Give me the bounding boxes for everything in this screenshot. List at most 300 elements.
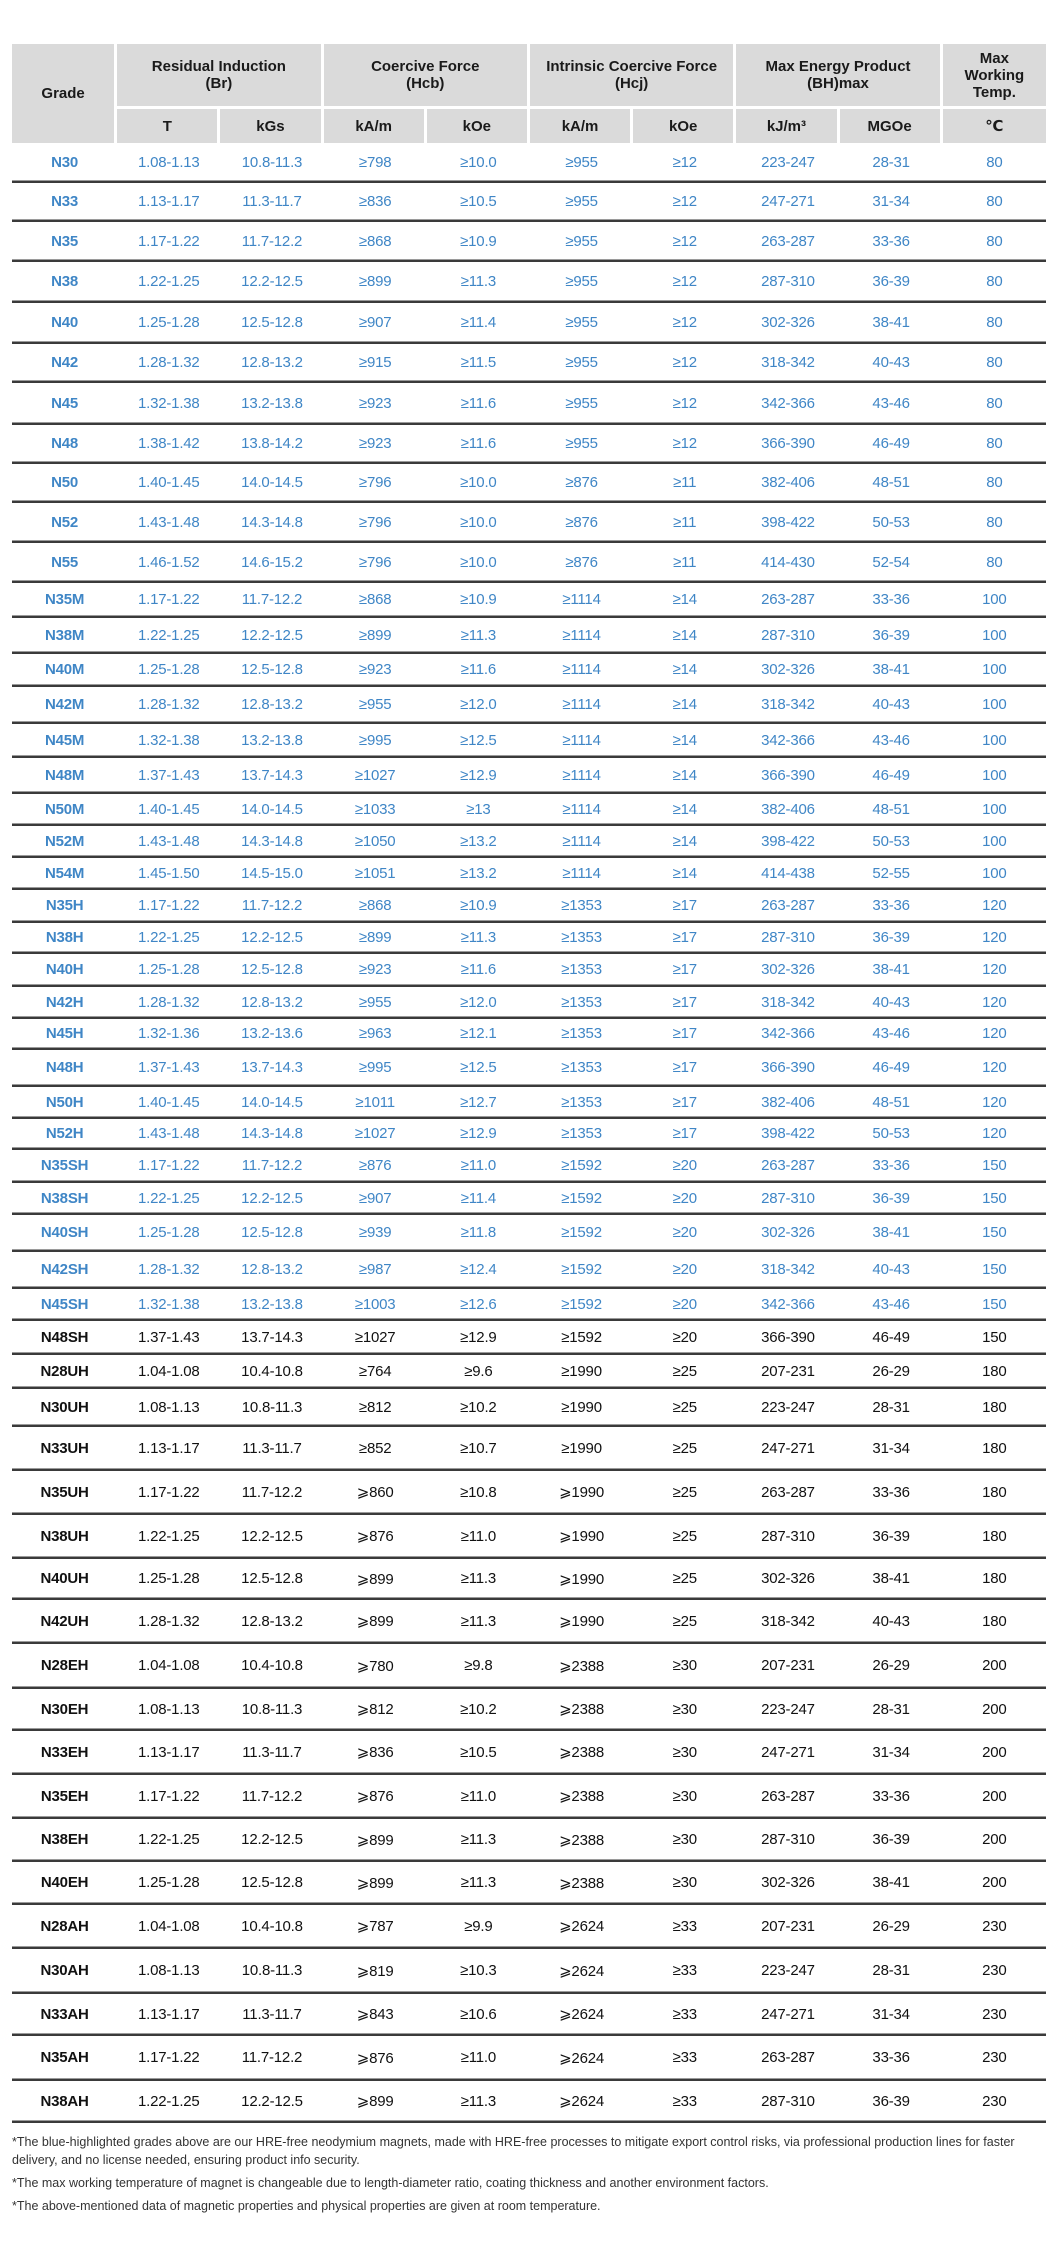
bh-mgoe-cell: 26-29 (840, 1905, 943, 1949)
temp-cell: 80 (943, 543, 1046, 583)
br-t-cell: 1.37-1.43 (117, 1321, 220, 1355)
hcb-kam-cell: ≥907 (324, 1183, 427, 1215)
bh-kjm3-cell: 223-247 (736, 1389, 839, 1427)
temp-cell: 100 (943, 826, 1046, 858)
br-kgs-cell: 11.7-12.2 (220, 1775, 323, 1819)
hcb-kam-cell: ≥836 (324, 183, 427, 222)
bh-kjm3-cell: 247-271 (736, 183, 839, 222)
table-row (12, 383, 1046, 425)
hcj-kam-cell: ⩾2624 (530, 1905, 633, 1949)
bh-mgoe-cell: 40-43 (840, 687, 943, 724)
br-t-cell: 1.08-1.13 (117, 1949, 220, 1994)
hcj-koe-cell: ≥30 (633, 1644, 736, 1689)
bh-mgoe-cell: 38-41 (840, 303, 943, 344)
table-header (12, 44, 1046, 143)
hcj-koe-cell: ≥17 (633, 954, 736, 987)
bh-mgoe-cell: 33-36 (840, 1775, 943, 1819)
table-row (12, 794, 1046, 826)
header-group-symbol: (Hcj) (614, 75, 649, 92)
bh-mgoe-cell: 50-53 (840, 503, 943, 543)
header-group-symbol: (BH)max (807, 75, 869, 92)
bh-kjm3-cell: 263-287 (736, 2036, 839, 2081)
hcj-koe-cell: ≥11 (633, 464, 736, 503)
hcb-kam-cell: ≥899 (324, 923, 427, 954)
bh-kjm3-cell: 287-310 (736, 618, 839, 654)
hcb-kam-cell: ≥963 (324, 1019, 427, 1050)
br-t-cell: 1.38-1.42 (117, 425, 220, 464)
table-row (12, 1819, 1046, 1862)
bh-mgoe-cell: 46-49 (840, 1321, 943, 1355)
br-t-cell: 1.13-1.17 (117, 1994, 220, 2036)
temp-cell: 180 (943, 1355, 1046, 1389)
br-t-cell: 1.13-1.17 (117, 1427, 220, 1471)
hcb-koe-cell: ≥10.0 (427, 464, 530, 503)
temp-cell: 80 (943, 222, 1046, 262)
table-row (12, 954, 1046, 987)
unit-temp-c: ℃ (943, 109, 1046, 143)
bh-mgoe-cell: 43-46 (840, 1289, 943, 1321)
br-kgs-cell: 12.8-13.2 (220, 1600, 323, 1644)
br-t-cell: 1.25-1.28 (117, 1215, 220, 1252)
hcb-koe-cell: ≥10.7 (427, 1427, 530, 1471)
hcb-kam-cell: ⩾899 (324, 2081, 427, 2123)
hcj-kam-cell: ≥1114 (530, 654, 633, 687)
bh-mgoe-cell: 38-41 (840, 1215, 943, 1252)
hcj-kam-cell: ⩾2624 (530, 1949, 633, 1994)
hcj-koe-cell: ≥17 (633, 1019, 736, 1050)
temp-cell: 120 (943, 923, 1046, 954)
bh-kjm3-cell: 398-422 (736, 826, 839, 858)
hcb-koe-cell: ≥13.2 (427, 826, 530, 858)
br-kgs-cell: 11.3-11.7 (220, 1731, 323, 1775)
table-row (12, 303, 1046, 344)
grade-cell: N33UH (12, 1427, 117, 1471)
bh-kjm3-cell: 287-310 (736, 923, 839, 954)
hcb-kam-cell: ≥899 (324, 618, 427, 654)
bh-kjm3-cell: 302-326 (736, 954, 839, 987)
br-t-cell: 1.08-1.13 (117, 1689, 220, 1731)
hcj-kam-cell: ≥1990 (530, 1427, 633, 1471)
hcb-kam-cell: ≥1033 (324, 794, 427, 826)
bh-kjm3-cell: 207-231 (736, 1905, 839, 1949)
hcj-kam-cell: ⩾2388 (530, 1819, 633, 1862)
hcj-kam-cell: ≥955 (530, 183, 633, 222)
bh-kjm3-cell: 302-326 (736, 303, 839, 344)
table-row (12, 1119, 1046, 1150)
grade-cell: N52 (12, 503, 117, 543)
bh-kjm3-cell: 366-390 (736, 425, 839, 464)
bh-mgoe-cell: 40-43 (840, 987, 943, 1019)
footnote-room-temp: *The above-mentioned data of magnetic properties and physical properties are given at room temperature. (12, 2199, 601, 2213)
bh-kjm3-cell: 366-390 (736, 1321, 839, 1355)
br-kgs-cell: 13.7-14.3 (220, 758, 323, 794)
hcj-kam-cell: ≥1592 (530, 1321, 633, 1355)
hcj-koe-cell: ≥20 (633, 1215, 736, 1252)
br-kgs-cell: 12.8-13.2 (220, 987, 323, 1019)
bh-mgoe-cell: 36-39 (840, 1819, 943, 1862)
br-kgs-cell: 13.2-13.8 (220, 1289, 323, 1321)
hcj-koe-cell: ≥20 (633, 1252, 736, 1289)
br-t-cell: 1.17-1.22 (117, 1150, 220, 1183)
br-t-cell: 1.43-1.48 (117, 1119, 220, 1150)
br-kgs-cell: 10.4-10.8 (220, 1905, 323, 1949)
hcj-koe-cell: ≥14 (633, 654, 736, 687)
hcb-kam-cell: ⩾899 (324, 1819, 427, 1862)
hcb-kam-cell: ≥995 (324, 1050, 427, 1087)
grade-cell: N33EH (12, 1731, 117, 1775)
br-t-cell: 1.17-1.22 (117, 890, 220, 923)
br-t-cell: 1.28-1.32 (117, 1600, 220, 1644)
br-t-cell: 1.22-1.25 (117, 923, 220, 954)
br-kgs-cell: 12.2-12.5 (220, 1183, 323, 1215)
hcb-kam-cell: ≥987 (324, 1252, 427, 1289)
temp-cell: 120 (943, 987, 1046, 1019)
table-row (12, 618, 1046, 654)
grade-cell: N45M (12, 724, 117, 758)
br-kgs-cell: 14.0-14.5 (220, 464, 323, 503)
header-group-title: Residual Induction (151, 58, 286, 75)
temp-cell: 80 (943, 464, 1046, 503)
grade-cell: N28UH (12, 1355, 117, 1389)
hcb-kam-cell: ≥852 (324, 1427, 427, 1471)
temp-cell: 180 (943, 1559, 1046, 1600)
temp-cell: 150 (943, 1289, 1046, 1321)
header-temp-line: Temp. (972, 83, 1016, 101)
hcj-kam-cell: ≥876 (530, 464, 633, 503)
hcb-kam-cell: ≥812 (324, 1389, 427, 1427)
hcb-koe-cell: ≥13 (427, 794, 530, 826)
hcb-koe-cell: ≥11.8 (427, 1215, 530, 1252)
br-t-cell: 1.25-1.28 (117, 1862, 220, 1905)
hcb-kam-cell: ⩾787 (324, 1905, 427, 1949)
br-kgs-cell: 13.2-13.6 (220, 1019, 323, 1050)
table-row (12, 464, 1046, 503)
hcj-koe-cell: ≥30 (633, 1731, 736, 1775)
unit-bh-kjm3: kJ/m³ (736, 109, 839, 143)
bh-mgoe-cell: 46-49 (840, 1050, 943, 1087)
hcb-kam-cell: ⩾876 (324, 2036, 427, 2081)
br-t-cell: 1.17-1.22 (117, 222, 220, 262)
hcb-koe-cell: ≥11.6 (427, 954, 530, 987)
bh-mgoe-cell: 38-41 (840, 1862, 943, 1905)
temp-cell: 100 (943, 858, 1046, 890)
bh-kjm3-cell: 287-310 (736, 1819, 839, 1862)
hcb-koe-cell: ≥11.3 (427, 2081, 530, 2123)
br-kgs-cell: 10.8-11.3 (220, 1689, 323, 1731)
hcj-koe-cell: ≥17 (633, 1087, 736, 1119)
table-row (12, 1731, 1046, 1775)
hcj-koe-cell: ≥12 (633, 344, 736, 383)
bh-kjm3-cell: 223-247 (736, 143, 839, 183)
bh-mgoe-cell: 46-49 (840, 758, 943, 794)
hcj-kam-cell: ≥1114 (530, 826, 633, 858)
br-t-cell: 1.04-1.08 (117, 1905, 220, 1949)
bh-kjm3-cell: 302-326 (736, 1862, 839, 1905)
header-grade: Grade (12, 44, 117, 143)
br-t-cell: 1.08-1.13 (117, 143, 220, 183)
br-t-cell: 1.13-1.17 (117, 183, 220, 222)
bh-kjm3-cell: 287-310 (736, 2081, 839, 2123)
br-kgs-cell: 12.2-12.5 (220, 2081, 323, 2123)
table-row (12, 1600, 1046, 1644)
bh-mgoe-cell: 50-53 (840, 1119, 943, 1150)
temp-cell: 200 (943, 1731, 1046, 1775)
temp-cell: 180 (943, 1389, 1046, 1427)
hcb-kam-cell: ≥1011 (324, 1087, 427, 1119)
hcb-kam-cell: ≥796 (324, 503, 427, 543)
br-t-cell: 1.28-1.32 (117, 344, 220, 383)
bh-mgoe-cell: 36-39 (840, 1515, 943, 1559)
br-t-cell: 1.22-1.25 (117, 1819, 220, 1862)
br-t-cell: 1.04-1.08 (117, 1355, 220, 1389)
hcb-koe-cell: ≥10.2 (427, 1689, 530, 1731)
hcj-koe-cell: ≥25 (633, 1600, 736, 1644)
hcj-koe-cell: ≥25 (633, 1389, 736, 1427)
br-t-cell: 1.28-1.32 (117, 687, 220, 724)
magnet-grade-table (12, 44, 1046, 2123)
hcj-koe-cell: ≥14 (633, 826, 736, 858)
hcj-kam-cell: ≥955 (530, 344, 633, 383)
hcj-koe-cell: ≥20 (633, 1321, 736, 1355)
hcb-koe-cell: ≥12.1 (427, 1019, 530, 1050)
hcb-koe-cell: ≥11.6 (427, 383, 530, 425)
hcb-koe-cell: ≥11.4 (427, 1183, 530, 1215)
hcb-koe-cell: ≥10.8 (427, 1471, 530, 1515)
bh-mgoe-cell: 52-54 (840, 543, 943, 583)
temp-cell: 180 (943, 1471, 1046, 1515)
br-kgs-cell: 11.3-11.7 (220, 183, 323, 222)
hcb-koe-cell: ≥10.6 (427, 1994, 530, 2036)
hcb-kam-cell: ≥995 (324, 724, 427, 758)
temp-cell: 120 (943, 890, 1046, 923)
hcb-koe-cell: ≥10.5 (427, 183, 530, 222)
br-kgs-cell: 13.2-13.8 (220, 724, 323, 758)
br-t-cell: 1.32-1.38 (117, 1289, 220, 1321)
br-t-cell: 1.43-1.48 (117, 503, 220, 543)
hcj-kam-cell: ≥1592 (530, 1215, 633, 1252)
hcj-koe-cell: ≥33 (633, 1905, 736, 1949)
hcb-kam-cell: ≥1051 (324, 858, 427, 890)
hcj-kam-cell: ≥955 (530, 425, 633, 464)
table-row (12, 1949, 1046, 1994)
bh-kjm3-cell: 342-366 (736, 1019, 839, 1050)
hcj-koe-cell: ≥12 (633, 383, 736, 425)
bh-mgoe-cell: 36-39 (840, 618, 943, 654)
bh-mgoe-cell: 31-34 (840, 1731, 943, 1775)
hcb-koe-cell: ≥10.9 (427, 222, 530, 262)
hcj-koe-cell: ≥30 (633, 1775, 736, 1819)
bh-mgoe-cell: 40-43 (840, 1252, 943, 1289)
br-kgs-cell: 12.2-12.5 (220, 262, 323, 303)
table-row (12, 1050, 1046, 1087)
hcb-kam-cell: ⩾780 (324, 1644, 427, 1689)
hcb-kam-cell: ≥939 (324, 1215, 427, 1252)
table-row (12, 262, 1046, 303)
table-row (12, 987, 1046, 1019)
hcb-koe-cell: ≥11.3 (427, 1819, 530, 1862)
br-t-cell: 1.17-1.22 (117, 583, 220, 618)
hcb-koe-cell: ≥9.6 (427, 1355, 530, 1389)
hcb-koe-cell: ≥11.0 (427, 1515, 530, 1559)
table-row (12, 724, 1046, 758)
bh-kjm3-cell: 318-342 (736, 1252, 839, 1289)
grade-cell: N42M (12, 687, 117, 724)
hcj-kam-cell: ⩾2388 (530, 1644, 633, 1689)
table-row (12, 890, 1046, 923)
grade-cell: N38M (12, 618, 117, 654)
bh-kjm3-cell: 318-342 (736, 987, 839, 1019)
header-group-symbol: (Br) (205, 75, 233, 92)
br-kgs-cell: 12.8-13.2 (220, 344, 323, 383)
bh-mgoe-cell: 33-36 (840, 1471, 943, 1515)
temp-cell: 200 (943, 1689, 1046, 1731)
bh-mgoe-cell: 48-51 (840, 464, 943, 503)
bh-kjm3-cell: 223-247 (736, 1689, 839, 1731)
hcj-koe-cell: ≥17 (633, 987, 736, 1019)
temp-cell: 200 (943, 1775, 1046, 1819)
temp-cell: 180 (943, 1427, 1046, 1471)
br-kgs-cell: 12.2-12.5 (220, 618, 323, 654)
table-row (12, 1389, 1046, 1427)
bh-kjm3-cell: 207-231 (736, 1355, 839, 1389)
table-row (12, 1515, 1046, 1559)
hcj-kam-cell: ⩾2624 (530, 1994, 633, 2036)
br-kgs-cell: 14.3-14.8 (220, 826, 323, 858)
hcj-koe-cell: ≥14 (633, 724, 736, 758)
hcb-koe-cell: ≥11.3 (427, 618, 530, 654)
hcj-koe-cell: ≥12 (633, 183, 736, 222)
temp-cell: 100 (943, 583, 1046, 618)
temp-cell: 200 (943, 1862, 1046, 1905)
temp-cell: 230 (943, 1994, 1046, 2036)
temp-cell: 100 (943, 758, 1046, 794)
hcj-koe-cell: ≥17 (633, 1119, 736, 1150)
bh-kjm3-cell: 398-422 (736, 1119, 839, 1150)
bh-mgoe-cell: 36-39 (840, 2081, 943, 2123)
hcb-koe-cell: ≥11.0 (427, 1150, 530, 1183)
table-row (12, 2081, 1046, 2123)
hcb-kam-cell: ≥923 (324, 383, 427, 425)
br-t-cell: 1.40-1.45 (117, 1087, 220, 1119)
bh-kjm3-cell: 382-406 (736, 794, 839, 826)
temp-cell: 120 (943, 1050, 1046, 1087)
grade-cell: N28EH (12, 1644, 117, 1689)
bh-kjm3-cell: 302-326 (736, 654, 839, 687)
grade-cell: N42 (12, 344, 117, 383)
temp-cell: 100 (943, 654, 1046, 687)
hcj-koe-cell: ≥25 (633, 1355, 736, 1389)
hcj-kam-cell: ≥1353 (530, 1119, 633, 1150)
grade-cell: N42SH (12, 1252, 117, 1289)
bh-mgoe-cell: 31-34 (840, 1994, 943, 2036)
br-t-cell: 1.32-1.36 (117, 1019, 220, 1050)
hcj-koe-cell: ≥11 (633, 543, 736, 583)
hcj-koe-cell: ≥14 (633, 758, 736, 794)
temp-cell: 150 (943, 1321, 1046, 1355)
temp-cell: 180 (943, 1600, 1046, 1644)
unit-hcj-koe: kOe (633, 109, 736, 143)
br-kgs-cell: 14.0-14.5 (220, 1087, 323, 1119)
header-temp-line: Max (979, 49, 1009, 67)
table-row (12, 344, 1046, 383)
hcb-kam-cell: ≥955 (324, 987, 427, 1019)
hcj-koe-cell: ≥25 (633, 1427, 736, 1471)
bh-mgoe-cell: 48-51 (840, 794, 943, 826)
br-kgs-cell: 12.5-12.8 (220, 654, 323, 687)
bh-mgoe-cell: 48-51 (840, 1087, 943, 1119)
temp-cell: 80 (943, 383, 1046, 425)
br-kgs-cell: 14.6-15.2 (220, 543, 323, 583)
hcb-kam-cell: ≥923 (324, 654, 427, 687)
grade-cell: N35SH (12, 1150, 117, 1183)
hcb-kam-cell: ≥907 (324, 303, 427, 344)
hcb-koe-cell: ≥10.2 (427, 1389, 530, 1427)
hcb-koe-cell: ≥9.9 (427, 1905, 530, 1949)
hcj-kam-cell: ≥1592 (530, 1150, 633, 1183)
grade-cell: N33 (12, 183, 117, 222)
hcj-koe-cell: ≥14 (633, 687, 736, 724)
hcj-kam-cell: ⩾2388 (530, 1731, 633, 1775)
grade-cell: N48 (12, 425, 117, 464)
bh-mgoe-cell: 33-36 (840, 2036, 943, 2081)
table-row (12, 826, 1046, 858)
header-residual-induction (117, 44, 323, 109)
grade-cell: N52H (12, 1119, 117, 1150)
br-t-cell: 1.13-1.17 (117, 1731, 220, 1775)
hcj-kam-cell: ≥1592 (530, 1252, 633, 1289)
bh-kjm3-cell: 318-342 (736, 687, 839, 724)
hcj-koe-cell: ≥33 (633, 1949, 736, 1994)
br-t-cell: 1.25-1.28 (117, 654, 220, 687)
grade-cell: N54M (12, 858, 117, 890)
hcj-kam-cell: ≥1114 (530, 724, 633, 758)
br-t-cell: 1.28-1.32 (117, 987, 220, 1019)
br-kgs-cell: 11.7-12.2 (220, 890, 323, 923)
bh-mgoe-cell: 40-43 (840, 344, 943, 383)
temp-cell: 100 (943, 687, 1046, 724)
bh-kjm3-cell: 366-390 (736, 758, 839, 794)
hcb-koe-cell: ≥10.0 (427, 143, 530, 183)
bh-kjm3-cell: 302-326 (736, 1215, 839, 1252)
br-kgs-cell: 12.2-12.5 (220, 923, 323, 954)
br-t-cell: 1.43-1.48 (117, 826, 220, 858)
temp-cell: 80 (943, 425, 1046, 464)
hcb-koe-cell: ≥12.5 (427, 724, 530, 758)
bh-mgoe-cell: 33-36 (840, 1150, 943, 1183)
bh-mgoe-cell: 50-53 (840, 826, 943, 858)
unit-br-t: T (117, 109, 220, 143)
table-row (12, 1471, 1046, 1515)
hcj-koe-cell: ≥20 (633, 1289, 736, 1321)
table-row (12, 1321, 1046, 1355)
grade-cell: N35 (12, 222, 117, 262)
bh-kjm3-cell: 263-287 (736, 1471, 839, 1515)
table-row (12, 583, 1046, 618)
hcb-koe-cell: ≥10.0 (427, 503, 530, 543)
hcj-koe-cell: ≥25 (633, 1471, 736, 1515)
bh-kjm3-cell: 247-271 (736, 1994, 839, 2036)
temp-cell: 150 (943, 1183, 1046, 1215)
table-row (12, 1087, 1046, 1119)
hcb-kam-cell: ≥899 (324, 262, 427, 303)
bh-kjm3-cell: 342-366 (736, 1289, 839, 1321)
grade-cell: N40UH (12, 1559, 117, 1600)
table-row (12, 183, 1046, 222)
br-kgs-cell: 13.7-14.3 (220, 1050, 323, 1087)
br-kgs-cell: 12.5-12.8 (220, 1862, 323, 1905)
br-kgs-cell: 12.8-13.2 (220, 687, 323, 724)
hcb-koe-cell: ≥12.7 (427, 1087, 530, 1119)
